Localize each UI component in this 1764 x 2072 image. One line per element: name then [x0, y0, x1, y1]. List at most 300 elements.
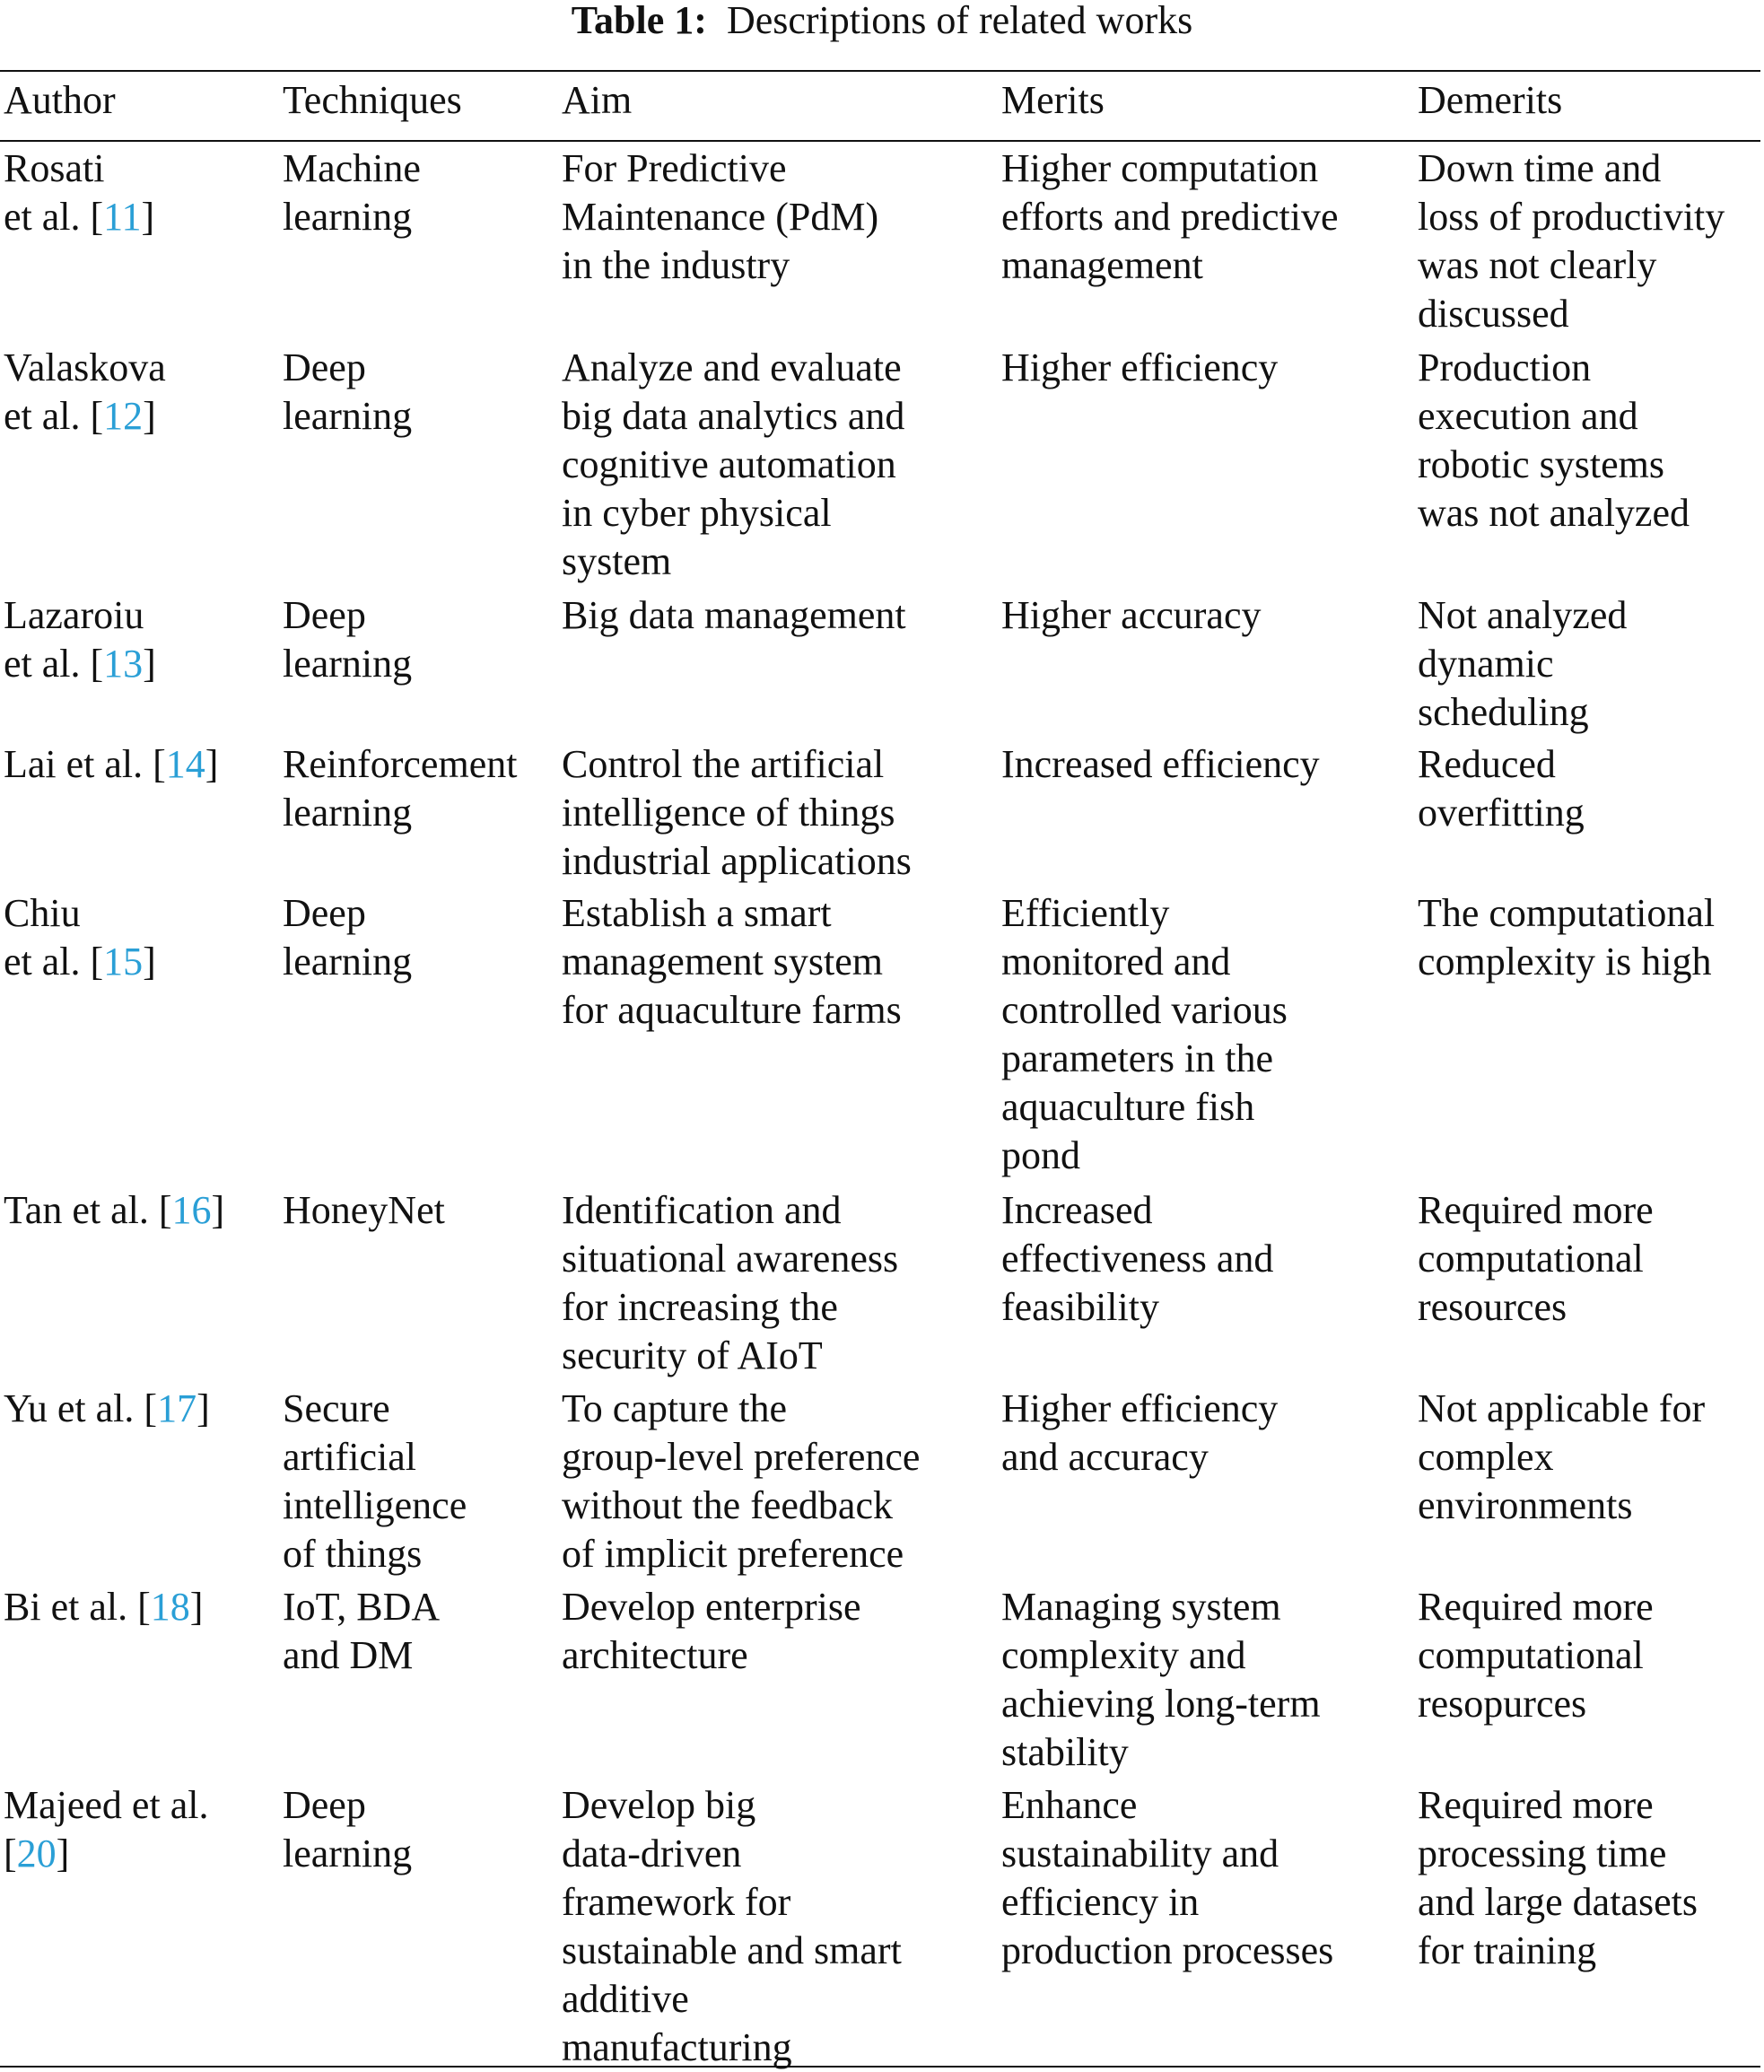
header-techniques: Techniques [283, 78, 462, 122]
cell-text: and accuracy [1001, 1435, 1209, 1479]
related-works-table [0, 73, 1760, 2072]
cell-text: in cyber physical [562, 491, 832, 535]
citation-bracket: ] [205, 742, 219, 786]
table-caption-label: Table 1: [571, 0, 707, 42]
cell-merits [998, 1780, 1414, 2072]
citation-link[interactable]: 17 [157, 1386, 197, 1430]
cell-text: intelligence [283, 1483, 467, 1527]
cell-text: resopurces [1418, 1682, 1587, 1726]
cell-text: achieving long-term [1001, 1682, 1321, 1726]
cell-text: learning [283, 1832, 413, 1875]
cell-line [562, 986, 998, 1035]
cell-line [4, 1583, 279, 1631]
cell-text: for training [1418, 1928, 1597, 1972]
cell-demerits [1414, 1780, 1760, 2072]
citation-link[interactable]: 16 [171, 1188, 212, 1232]
cell-line [1001, 1680, 1414, 1728]
cell-text: security of AIoT [562, 1333, 823, 1377]
cell-line [1418, 1433, 1760, 1482]
cell-line [4, 889, 279, 938]
cell-text: Control the artificial [562, 742, 885, 786]
cell-line [1418, 144, 1760, 193]
cell-line [562, 2024, 998, 2072]
citation-link[interactable]: 18 [150, 1585, 190, 1629]
cell-line [1001, 1083, 1414, 1132]
cell-line [1418, 789, 1760, 837]
cell-line [1418, 938, 1760, 986]
cell-line [1418, 489, 1760, 538]
table-caption [0, 0, 1764, 41]
cell-aim [558, 1582, 998, 1780]
table-row [0, 739, 1760, 888]
cell-text: data-driven [562, 1832, 742, 1875]
citation-bracket: ] [196, 1386, 210, 1430]
cell-line [1001, 1927, 1414, 1975]
cell-text: framework for [562, 1880, 791, 1924]
cell-text: system [562, 539, 672, 583]
cell-text: Efficiently [1001, 891, 1170, 935]
cell-text: management [1001, 243, 1203, 287]
citation-link[interactable]: 14 [165, 742, 205, 786]
citation-link[interactable]: 11 [103, 195, 142, 239]
cell-author [0, 1582, 279, 1780]
cell-text: Deep [283, 1783, 366, 1827]
cell-aim [558, 343, 998, 590]
cell-text: Secure [283, 1386, 390, 1430]
cell-text: group-level preference [562, 1435, 921, 1479]
cell-line [1418, 1385, 1760, 1433]
cell-author [0, 343, 279, 590]
cell-line [1418, 1583, 1760, 1631]
cell-text: stability [1001, 1730, 1129, 1774]
cell-line [562, 591, 998, 640]
cell-author [0, 888, 279, 1185]
cell-aim [558, 1780, 998, 2072]
cell-demerits [1414, 888, 1760, 1185]
cell-line [283, 640, 558, 688]
cell-text: Reinforcement [283, 742, 518, 786]
cell-text: Majeed et al. [4, 1783, 209, 1827]
cell-line [1001, 889, 1414, 938]
cell-line [283, 193, 558, 241]
cell-techniques [279, 1582, 558, 1780]
cell-text: To capture the [562, 1386, 788, 1430]
cell-line [562, 1332, 998, 1380]
cell-line [562, 1878, 998, 1927]
cell-text: learning [283, 791, 413, 835]
cell-author [0, 739, 279, 888]
cell-line [283, 1482, 558, 1530]
cell-text: Production [1418, 345, 1592, 389]
table-body [0, 144, 1760, 2072]
cell-text: industrial applications [562, 839, 912, 883]
table-row [0, 888, 1760, 1185]
cell-text: et al. [ [4, 195, 104, 239]
cell-line [1418, 1878, 1760, 1927]
cell-line [4, 144, 279, 193]
cell-author [0, 144, 279, 343]
cell-line [562, 489, 998, 538]
table-row [0, 1185, 1760, 1384]
cell-line [1001, 591, 1414, 640]
cell-line [562, 938, 998, 986]
cell-line [4, 344, 279, 392]
cell-line [283, 1583, 558, 1631]
cell-line [1418, 1927, 1760, 1975]
cell-line [4, 938, 279, 986]
cell-line [1001, 1035, 1414, 1083]
cell-line [1001, 1878, 1414, 1927]
table-header-row [0, 73, 1760, 144]
cell-text: Analyze and evaluate [562, 345, 902, 389]
cell-line [562, 1385, 998, 1433]
cell-text: controlled various [1001, 988, 1288, 1032]
cell-text: Establish a smart [562, 891, 832, 935]
cell-text: The computational [1418, 891, 1716, 935]
table-row [0, 343, 1760, 590]
cell-line [1418, 241, 1760, 290]
cell-text: production processes [1001, 1928, 1334, 1972]
cell-text: intelligence of things [562, 791, 895, 835]
citation-bracket: ] [143, 394, 156, 438]
cell-techniques [279, 739, 558, 888]
cell-text: Develop big [562, 1783, 756, 1827]
cell-text: and DM [283, 1633, 414, 1677]
cell-text: Required more [1418, 1188, 1654, 1232]
cell-line [1418, 290, 1760, 338]
cell-text: computational [1418, 1237, 1644, 1281]
header-aim: Aim [562, 78, 633, 122]
table-row [0, 144, 1760, 343]
cell-text: monitored and [1001, 940, 1231, 984]
table-top-rule [0, 70, 1760, 72]
cell-line [4, 1830, 279, 1878]
cell-text: without the feedback [562, 1483, 893, 1527]
cell-text: Reduced [1418, 742, 1556, 786]
cell-merits [998, 1185, 1414, 1384]
cell-line [1418, 1235, 1760, 1283]
cell-line [283, 938, 558, 986]
cell-line [1418, 193, 1760, 241]
cell-line [1001, 1385, 1414, 1433]
cell-text: complexity is high [1418, 940, 1712, 984]
cell-line [562, 1781, 998, 1830]
cell-line [562, 1186, 998, 1235]
cell-text: complexity and [1001, 1633, 1246, 1677]
cell-text: Not applicable for [1418, 1386, 1706, 1430]
cell-text: Yu et al. [ [4, 1386, 158, 1430]
cell-line [562, 1927, 998, 1975]
cell-line [283, 1781, 558, 1830]
cell-text: was not analyzed [1418, 491, 1690, 535]
cell-line [1418, 640, 1760, 688]
cell-demerits [1414, 590, 1760, 739]
cell-text: efficiency in [1001, 1880, 1200, 1924]
cell-aim [558, 1384, 998, 1582]
cell-line [283, 1385, 558, 1433]
cell-line [562, 241, 998, 290]
cell-text: for aquaculture farms [562, 988, 902, 1032]
citation-link[interactable]: 15 [103, 940, 144, 984]
cell-text: Required more [1418, 1783, 1654, 1827]
cell-line [562, 144, 998, 193]
cell-text: big data analytics and [562, 394, 905, 438]
table-row [0, 1384, 1760, 1582]
cell-merits [998, 343, 1414, 590]
cell-text: learning [283, 195, 413, 239]
citation-bracket: ] [189, 1585, 204, 1629]
cell-demerits [1414, 1185, 1760, 1384]
cell-text: artificial [283, 1435, 417, 1479]
cell-line [1001, 1186, 1414, 1235]
cell-techniques [279, 1185, 558, 1384]
cell-line [562, 1235, 998, 1283]
cell-line [1001, 144, 1414, 193]
cell-aim [558, 739, 998, 888]
cell-text: IoT, BDA [283, 1585, 441, 1629]
cell-line [1001, 1583, 1414, 1631]
cell-techniques [279, 888, 558, 1185]
cell-text: in the industry [562, 243, 790, 287]
cell-text: scheduling [1418, 690, 1589, 734]
cell-text: processing time [1418, 1832, 1667, 1875]
cell-line [1418, 1781, 1760, 1830]
cell-text: learning [283, 642, 413, 686]
cell-text: environments [1418, 1483, 1633, 1527]
cell-text: Deep [283, 593, 366, 637]
cell-line [1418, 344, 1760, 392]
cell-text: Identification and [562, 1188, 842, 1232]
citation-link[interactable]: 12 [103, 394, 144, 438]
cell-text: Increased [1001, 1188, 1153, 1232]
cell-line [562, 837, 998, 886]
cell-merits [998, 1384, 1414, 1582]
cell-text: architecture [562, 1633, 748, 1677]
cell-line [283, 889, 558, 938]
cell-line [1001, 740, 1414, 789]
cell-line [1001, 1830, 1414, 1878]
cell-text: Chiu [4, 891, 81, 935]
cell-author [0, 590, 279, 739]
cell-line [1001, 1235, 1414, 1283]
cell-text: HoneyNet [283, 1188, 445, 1232]
cell-text: complex [1418, 1435, 1554, 1479]
cell-text: Increased efficiency [1001, 742, 1320, 786]
cell-line [1001, 1781, 1414, 1830]
cell-aim [558, 888, 998, 1185]
cell-text: et al. [ [4, 394, 104, 438]
cell-line [4, 1186, 279, 1235]
cell-text: Rosati [4, 146, 105, 190]
cell-line [283, 789, 558, 837]
cell-techniques [279, 1384, 558, 1582]
cell-line [562, 1530, 998, 1578]
citation-bracket: ] [211, 1188, 225, 1232]
cell-line [1001, 1433, 1414, 1482]
cell-line [1418, 889, 1760, 938]
cell-text: was not clearly [1418, 243, 1657, 287]
cell-aim [558, 1185, 998, 1384]
cell-line [562, 1283, 998, 1332]
cell-text: Machine [283, 146, 421, 190]
citation-bracket: ] [141, 195, 155, 239]
cell-line [1001, 938, 1414, 986]
cell-line [1418, 1186, 1760, 1235]
cell-text: Higher efficiency [1001, 345, 1279, 389]
cell-text: Not analyzed [1418, 593, 1628, 637]
cell-line [1001, 1283, 1414, 1332]
cell-text: management system [562, 940, 884, 984]
cell-line [1418, 740, 1760, 789]
cell-text: feasibility [1001, 1285, 1159, 1329]
cell-line [283, 740, 558, 789]
cell-text: manufacturing [562, 2025, 792, 2069]
cell-line [562, 193, 998, 241]
cell-demerits [1414, 343, 1760, 590]
cell-text: Lai et al. [ [4, 742, 166, 786]
header-author: Author [4, 78, 116, 122]
cell-text: Higher efficiency [1001, 1386, 1279, 1430]
cell-line [1001, 344, 1414, 392]
cell-text: Deep [283, 891, 366, 935]
cell-author [0, 1780, 279, 2072]
cell-text: Tan et al. [ [4, 1188, 172, 1232]
cell-text: efforts and predictive [1001, 195, 1339, 239]
cell-demerits [1414, 1582, 1760, 1780]
cell-text: Higher accuracy [1001, 593, 1262, 637]
cell-text: Managing system [1001, 1585, 1281, 1629]
table-row [0, 1780, 1760, 2072]
cell-line [562, 1433, 998, 1482]
cell-line [562, 1830, 998, 1878]
cell-text: robotic systems [1418, 442, 1664, 486]
cell-text: Valaskova [4, 345, 166, 389]
cell-text: resources [1418, 1285, 1568, 1329]
cell-author [0, 1185, 279, 1384]
cell-text: of things [283, 1532, 423, 1576]
citation-bracket: ] [56, 1832, 70, 1875]
cell-text: of implicit preference [562, 1532, 904, 1576]
header-demerits: Demerits [1418, 78, 1563, 122]
cell-line [1418, 1830, 1760, 1878]
citation-link[interactable]: 20 [16, 1832, 57, 1875]
cell-merits [998, 590, 1414, 739]
cell-line [1001, 1132, 1414, 1180]
cell-techniques [279, 590, 558, 739]
cell-text: parameters in the [1001, 1036, 1273, 1080]
cell-line [4, 1781, 279, 1830]
cell-line [562, 1583, 998, 1631]
citation-bracket: ] [143, 642, 156, 686]
cell-line [1001, 986, 1414, 1035]
cell-text: et al. [ [4, 642, 104, 686]
cell-line [283, 591, 558, 640]
cell-merits [998, 1582, 1414, 1780]
cell-text: overfitting [1418, 791, 1585, 835]
cell-line [562, 789, 998, 837]
cell-line [562, 538, 998, 586]
cell-text: For Predictive [562, 146, 787, 190]
cell-demerits [1414, 1384, 1760, 1582]
cell-techniques [279, 343, 558, 590]
cell-text: learning [283, 940, 413, 984]
cell-text: for increasing the [562, 1285, 838, 1329]
cell-text: Enhance [1001, 1783, 1138, 1827]
cell-text: Lazaroiu [4, 593, 144, 637]
cell-line [4, 640, 279, 688]
cell-text: loss of productivity [1418, 195, 1725, 239]
cell-techniques [279, 1780, 558, 2072]
cell-line [562, 1631, 998, 1680]
cell-line [1418, 1283, 1760, 1332]
cell-aim [558, 144, 998, 343]
cell-text: situational awareness [562, 1237, 899, 1281]
cell-text: et al. [ [4, 940, 104, 984]
cell-line [283, 344, 558, 392]
table-row [0, 1582, 1760, 1780]
cell-text: Bi et al. [ [4, 1585, 151, 1629]
cell-line [1001, 1631, 1414, 1680]
cell-line [4, 740, 279, 789]
cell-merits [998, 739, 1414, 888]
cell-author [0, 1384, 279, 1582]
cell-demerits [1414, 739, 1760, 888]
cell-text: sustainable and smart [562, 1928, 902, 1972]
cell-line [1418, 591, 1760, 640]
header-merits: Merits [1001, 78, 1105, 122]
cell-text: Big data management [562, 593, 906, 637]
cell-line [283, 1830, 558, 1878]
cell-text: Deep [283, 345, 366, 389]
cell-text: cognitive automation [562, 442, 896, 486]
cell-line [562, 740, 998, 789]
cell-line [1418, 1631, 1760, 1680]
cell-line [1001, 241, 1414, 290]
cell-merits [998, 888, 1414, 1185]
cell-text: Higher computation [1001, 146, 1319, 190]
cell-text: dynamic [1418, 642, 1554, 686]
cell-line [4, 193, 279, 241]
cell-text: computational [1418, 1633, 1644, 1677]
cell-text: pond [1001, 1133, 1080, 1177]
citation-bracket: ] [143, 940, 156, 984]
citation-link[interactable]: 13 [103, 642, 144, 686]
cell-text: additive [562, 1977, 689, 2021]
cell-merits [998, 144, 1414, 343]
cell-line [1001, 1728, 1414, 1777]
cell-line [283, 1530, 558, 1578]
cell-line [562, 392, 998, 441]
cell-text: discussed [1418, 292, 1569, 336]
table-row [0, 590, 1760, 739]
cell-line [4, 392, 279, 441]
cell-text: learning [283, 394, 413, 438]
cell-line [562, 889, 998, 938]
cell-line [562, 344, 998, 392]
cell-line [283, 1433, 558, 1482]
cell-demerits [1414, 144, 1760, 343]
cell-text: sustainability and [1001, 1832, 1279, 1875]
cell-text: Down time and [1418, 146, 1662, 190]
cell-techniques [279, 144, 558, 343]
cell-text: Develop enterprise [562, 1585, 861, 1629]
cell-line [283, 1631, 558, 1680]
cell-line [283, 392, 558, 441]
table-caption-text: Descriptions of related works [726, 0, 1193, 42]
cell-line [283, 144, 558, 193]
cell-line [1418, 688, 1760, 737]
cell-line [562, 441, 998, 489]
